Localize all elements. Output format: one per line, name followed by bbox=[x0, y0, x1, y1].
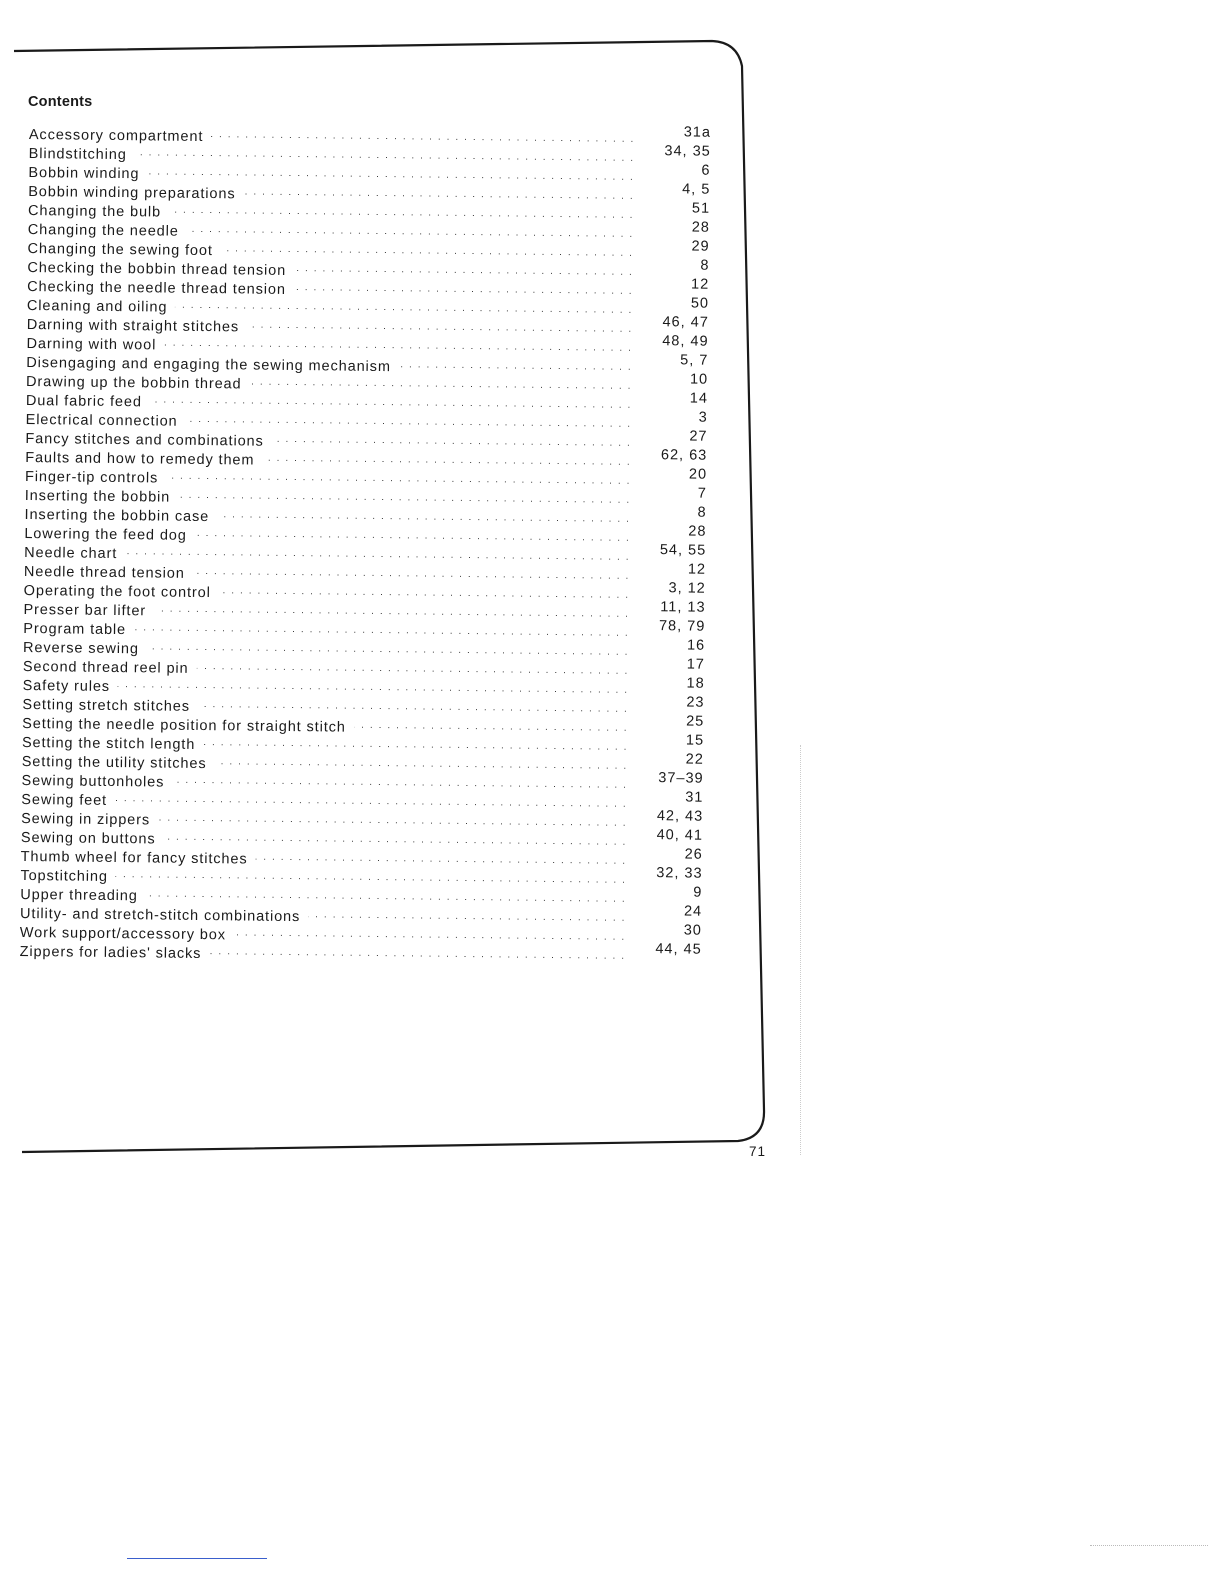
toc-entry-label: Changing the sewing foot bbox=[27, 240, 213, 260]
toc-entry-label: Fancy stitches and combinations bbox=[25, 430, 264, 450]
table-of-contents bbox=[20, 126, 711, 970]
toc-entry-label: Electrical connection bbox=[25, 411, 178, 430]
toc-entry-page: 4, 5 bbox=[682, 181, 711, 198]
toc-entry-label: Checking the bobbin thread tension bbox=[27, 259, 287, 279]
toc-entry-page: 29 bbox=[691, 238, 710, 255]
toc-entry-label: Changing the bulb bbox=[27, 202, 162, 221]
toc-entry-label: Changing the needle bbox=[27, 221, 179, 240]
toc-entry-label: Topstitching bbox=[20, 867, 108, 885]
toc-entry-page: 30 bbox=[683, 922, 703, 939]
toc-entry-page: 20 bbox=[688, 466, 708, 483]
toc-entry-label: Sewing in zippers bbox=[21, 810, 151, 829]
toc-entry-page: 3 bbox=[698, 409, 708, 426]
toc-entry-label: Setting the stitch length bbox=[21, 734, 196, 753]
toc-entry-page: 42, 43 bbox=[656, 808, 704, 825]
toc-entry-label: Finger-tip controls bbox=[24, 468, 159, 487]
toc-entry-label: Checking the needle thread tension bbox=[27, 278, 286, 298]
toc-entry-label: Darning with wool bbox=[26, 335, 157, 354]
toc-entry-label: Bobbin winding preparations bbox=[28, 183, 236, 203]
toc-entry-label: Lowering the feed dog bbox=[24, 525, 187, 544]
toc-entry-label: Inserting the bobbin case bbox=[24, 506, 210, 526]
scan-artifact bbox=[1090, 1545, 1208, 1546]
toc-entry-label: Needle thread tension bbox=[23, 563, 185, 582]
toc-entry-label: Setting the needle position for straight stitch bbox=[22, 715, 346, 736]
page-number: 71 bbox=[749, 1144, 767, 1159]
toc-entry-page: 8 bbox=[700, 257, 710, 274]
toc-entry-label: Reverse sewing bbox=[22, 639, 139, 658]
toc-entry-label: Safety rules bbox=[22, 677, 111, 695]
toc-entry-label: Thumb wheel for fancy stitches bbox=[20, 848, 248, 868]
dot-leader bbox=[209, 945, 625, 969]
toc-entry-page: 26 bbox=[684, 846, 703, 863]
toc-entry-page: 34, 35 bbox=[664, 143, 711, 160]
toc-entry-page: 9 bbox=[693, 884, 703, 901]
toc-entry-page: 5, 7 bbox=[680, 352, 709, 369]
toc-entry-label: Setting stretch stitches bbox=[22, 696, 190, 715]
toc-entry-page: 17 bbox=[686, 656, 706, 673]
scan-artifact bbox=[800, 745, 801, 1155]
toc-entry-page: 12 bbox=[691, 276, 710, 293]
toc-entry-label: Upper threading bbox=[20, 886, 138, 905]
toc-entry-page: 15 bbox=[685, 732, 705, 749]
toc-entry-label: Program table bbox=[23, 620, 127, 639]
toc-entry-label: Presser bar lifter bbox=[23, 601, 147, 620]
toc-entry-page: 51 bbox=[691, 200, 711, 217]
toc-entry-label: Sewing on buttons bbox=[20, 829, 156, 848]
toc-entry-page: 27 bbox=[689, 428, 708, 445]
toc-entry-page: 6 bbox=[701, 162, 711, 179]
toc-entry-page: 31a bbox=[683, 124, 712, 141]
toc-entry-label: Inserting the bobbin bbox=[24, 487, 171, 506]
toc-entry-label: Dual fabric feed bbox=[25, 392, 142, 411]
toc-entry-label: Work support/accessory box bbox=[19, 924, 227, 944]
toc-entry-label: Zippers for ladies' slacks bbox=[19, 943, 202, 963]
toc-entry-page: 18 bbox=[686, 675, 705, 692]
scan-artifact bbox=[127, 1558, 267, 1559]
toc-entry-page: 14 bbox=[689, 390, 709, 407]
toc-entry-label: Setting the utility stitches bbox=[21, 753, 207, 773]
toc-entry-label: Operating the foot control bbox=[23, 582, 211, 602]
toc-entry-label: Sewing feet bbox=[21, 791, 108, 809]
toc-entry-label: Cleaning and oiling bbox=[26, 297, 168, 316]
toc-entry-page: 28 bbox=[688, 523, 707, 540]
page-title: Contents bbox=[28, 94, 93, 110]
toc-entry-page: 40, 41 bbox=[656, 827, 704, 844]
toc-entry-label: Accessory compartment bbox=[28, 126, 204, 145]
toc-entry-page: 48, 49 bbox=[662, 333, 709, 350]
toc-entry-label: Bobbin winding bbox=[28, 164, 140, 183]
toc-entry-label: Drawing up the bobbin thread bbox=[26, 373, 242, 393]
toc-entry-page: 54, 55 bbox=[659, 542, 707, 559]
toc-entry-page: 10 bbox=[689, 371, 709, 388]
toc-entry-page: 22 bbox=[685, 751, 704, 768]
toc-entry-page: 12 bbox=[687, 561, 707, 578]
toc-entry-label: Second thread reel pin bbox=[22, 658, 189, 677]
toc-entry-page: 16 bbox=[686, 637, 706, 654]
toc-entry-label: Blindstitching bbox=[28, 145, 127, 164]
toc-entry-page: 46, 47 bbox=[662, 314, 709, 331]
toc-entry-label: Faults and how to remedy them bbox=[25, 449, 255, 469]
toc-entry-page: 7 bbox=[697, 485, 707, 502]
toc-entry-page: 24 bbox=[683, 903, 703, 920]
toc-entry-page: 62, 63 bbox=[660, 447, 708, 464]
toc-entry-page: 44, 45 bbox=[655, 941, 702, 958]
toc-entry-page: 25 bbox=[686, 713, 705, 730]
toc-entry-label: Needle chart bbox=[24, 544, 118, 563]
toc-entry-page: 8 bbox=[697, 504, 707, 521]
toc-entry-page: 31 bbox=[685, 789, 704, 806]
toc-entry-page: 32, 33 bbox=[656, 865, 703, 882]
toc-entry-page: 37–39 bbox=[658, 770, 704, 787]
toc-entry-label: Darning with straight stitches bbox=[26, 316, 240, 336]
toc-entry-page: 78, 79 bbox=[658, 618, 706, 635]
toc-entry-label: Disengaging and engaging the sewing mechanism bbox=[26, 354, 391, 376]
toc-entry-page: 3, 12 bbox=[668, 580, 706, 597]
toc-entry-page: 28 bbox=[691, 219, 710, 236]
toc-entry-label: Utility- and stretch-stitch combinations bbox=[19, 905, 301, 926]
toc-entry-page: 23 bbox=[686, 694, 705, 711]
toc-entry-label: Sewing buttonholes bbox=[21, 772, 165, 791]
toc-entry-page: 11, 13 bbox=[660, 599, 706, 616]
toc-entry-page: 50 bbox=[690, 295, 710, 312]
